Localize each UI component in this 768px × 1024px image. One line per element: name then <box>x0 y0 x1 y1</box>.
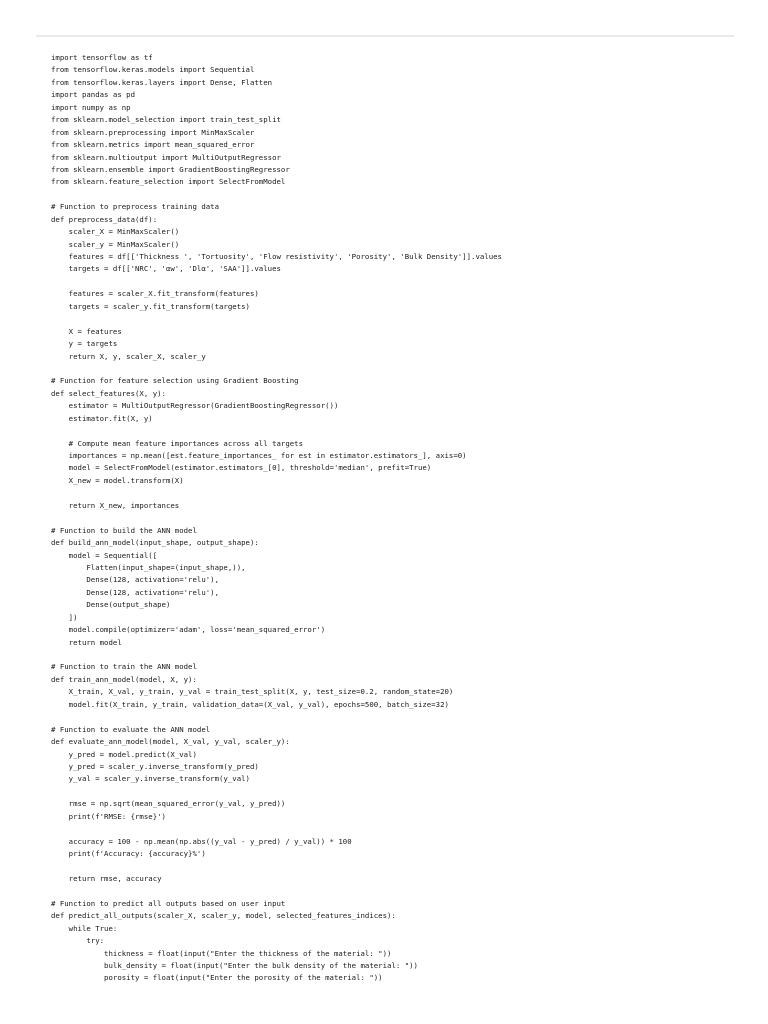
code-line <box>51 823 741 835</box>
code-line: from sklearn.model_selection import train_test_split <box>51 115 281 125</box>
code-line: scaler_X = MinMaxScaler() <box>51 227 180 237</box>
code-line: try: <box>51 936 105 946</box>
code-line: ]) <box>51 612 78 622</box>
code-line: thickness = float(input("Enter the thickness of the material: ")) <box>51 948 392 958</box>
code-line: targets = scaler_y.fit_transform(targets) <box>51 301 250 311</box>
code-line: return X, y, scaler_X, scaler_y <box>51 351 206 361</box>
code-line: model.compile(optimizer='adam', loss='mean_squared_error') <box>51 625 326 635</box>
code-line: X_new = model.transform(X) <box>51 475 184 485</box>
code-line: bulk_density = float(input("Enter the bulk density of the material: ")) <box>51 960 418 970</box>
code-line <box>51 786 741 798</box>
code-line <box>51 649 741 661</box>
code-line: def preprocess_data(df): <box>51 214 158 224</box>
code-line: # Function to build the ANN model <box>51 525 197 535</box>
code-line: y_pred = scaler_y.inverse_transform(y_pred) <box>51 761 259 771</box>
code-line: features = scaler_X.fit_transform(features) <box>51 289 259 299</box>
code-line: Flatten(input_shape=(input_shape,)), <box>51 562 246 572</box>
code-block <box>51 52 741 985</box>
code-line: model = SelectFromModel(estimator.estimators_[0], threshold='median', prefit=True) <box>51 463 432 473</box>
code-line <box>51 276 741 288</box>
code-line <box>51 189 741 201</box>
code-line: while True: <box>51 923 118 933</box>
code-line: # Function to predict all outputs based on user input <box>51 898 286 908</box>
code-line: porosity = float(input("Enter the porosity of the material: ")) <box>51 973 383 983</box>
code-line: targets = df[['NRC', 'αw', 'Dlα', 'SAA']].values <box>51 264 281 274</box>
code-line: Dense(output_shape) <box>51 600 171 610</box>
code-line: # Function to evaluate the ANN model <box>51 724 211 734</box>
code-line <box>51 860 741 872</box>
code-line <box>51 425 741 437</box>
code-line: # Compute mean feature importances across all targets <box>51 438 304 448</box>
code-line: from tensorflow.keras.layers import Dense, Flatten <box>51 77 273 87</box>
code-line: def select_features(X, y): <box>51 388 166 398</box>
code-line: estimator = MultiOutputRegressor(GradientBoostingRegressor()) <box>51 401 339 411</box>
code-line: rmse = np.sqrt(mean_squared_error(y_val, y_pred)) <box>51 799 286 809</box>
code-line: return model <box>51 637 122 647</box>
code-line: from sklearn.ensemble import GradientBoostingRegressor <box>51 164 290 174</box>
code-line: from sklearn.multioutput import MultiOutputRegressor <box>51 152 281 162</box>
code-line: print(f'Accuracy: {accuracy}%') <box>51 849 206 858</box>
code-line: model.fit(X_train, y_train, validation_data=(X_val, y_val), epochs=500, batch_size=32) <box>51 699 449 709</box>
code-line: import numpy as np <box>51 102 131 112</box>
code-line: Dense(128, activation='relu'), <box>51 575 220 585</box>
code-line: model = Sequential([ <box>51 550 158 560</box>
code-line: y_val = scaler_y.inverse_transform(y_val) <box>51 774 250 784</box>
code-line: def evaluate_ann_model(model, X_val, y_val, scaler_y): <box>51 737 290 747</box>
code-line: def train_ann_model(model, X, y): <box>51 674 197 684</box>
code-line <box>51 313 741 325</box>
top-divider <box>36 35 734 37</box>
code-line: # Function to preprocess training data <box>51 202 220 212</box>
code-line: importances = np.mean([est.feature_importances_ for est in estimator.estimators_], axis=0) <box>51 451 467 460</box>
code-line <box>51 363 741 375</box>
code-line: def build_ann_model(input_shape, output_shape): <box>51 538 259 548</box>
code-line <box>51 487 741 499</box>
code-line: features = df[['Thickness ', 'Tortuosity', 'Flow resistivity', 'Porosity', 'Bulk Density']].values <box>51 252 502 261</box>
code-line: print(f'RMSE: {rmse}') <box>51 811 166 821</box>
code-line: Dense(128, activation='relu'), <box>51 587 220 597</box>
code-line: from sklearn.metrics import mean_squared_error <box>51 140 255 150</box>
code-line: estimator.fit(X, y) <box>51 413 153 423</box>
code-line <box>51 512 741 524</box>
code-line: from tensorflow.keras.models import Sequential <box>51 65 255 75</box>
code-line: # Function to train the ANN model <box>51 662 197 672</box>
code-line: from sklearn.feature_selection import SelectFromModel <box>51 177 286 187</box>
code-line <box>51 711 741 723</box>
code-line <box>51 885 741 897</box>
code-line: y_pred = model.predict(X_val) <box>51 749 197 759</box>
code-line: return X_new, importances <box>51 500 180 510</box>
code-line: X = features <box>51 326 122 336</box>
code-line: # Function for feature selection using Gradient Boosting <box>51 376 299 386</box>
code-line: X_train, X_val, y_train, y_val = train_test_split(X, y, test_size=0.2, random_state=20) <box>51 687 454 697</box>
code-line: accuracy = 100 - np.mean(np.abs((y_val - y_pred) / y_val)) * 100 <box>51 836 352 846</box>
code-line: import pandas as pd <box>51 90 136 100</box>
code-line: scaler_y = MinMaxScaler() <box>51 239 180 249</box>
code-line: y = targets <box>51 339 118 349</box>
code-line: def predict_all_outputs(scaler_X, scaler_y, model, selected_features_indices): <box>51 911 396 921</box>
code-line: import tensorflow as tf <box>51 53 153 62</box>
code-line: return rmse, accuracy <box>51 873 162 883</box>
code-line: from sklearn.preprocessing import MinMaxScaler <box>51 127 255 137</box>
